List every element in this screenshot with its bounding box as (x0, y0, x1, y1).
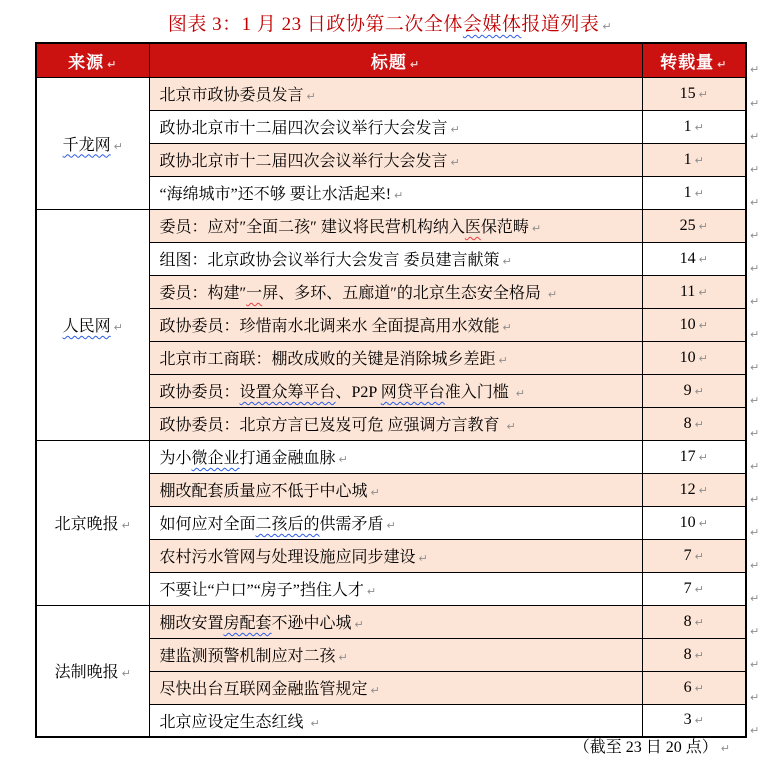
repost-count: 8 (683, 414, 692, 432)
repost-count: 25 (679, 216, 696, 234)
paragraph-mark-icon: ↵ (113, 321, 123, 334)
repost-count: 10 (679, 315, 696, 333)
end-of-row-mark-icon: ↵ (750, 63, 760, 76)
paragraph-mark-icon: ↵ (717, 57, 728, 71)
repost-count: 7 (683, 579, 692, 597)
repost-count-cell (642, 176, 746, 209)
repost-count-cell (642, 341, 746, 374)
headline-text: 委员：应对″全面二孩″ 建议将民营机构纳入 (159, 219, 465, 236)
repost-count-cell (642, 473, 746, 506)
headline-text: 组图：北京政协会议举行大会发言 委员建言献策 (159, 252, 500, 269)
end-of-row-mark-icon: ↵ (750, 163, 760, 176)
headline-text: 建监测预警机制应对二孩 (159, 648, 336, 665)
headline-text: 委员：构建″ (159, 285, 247, 302)
paragraph-mark-icon: ↵ (694, 153, 704, 167)
source-label: 法制晚报 (54, 664, 119, 682)
grammar-underline-text: 设置众筹平台 (239, 384, 336, 401)
source-label: 千龙网 (62, 136, 111, 154)
headline-text: 为小 (159, 450, 192, 467)
source-cell (36, 440, 149, 605)
table-header-row (36, 43, 746, 77)
end-of-row-mark-icon: ↵ (750, 592, 760, 605)
end-of-row-mark-icon: ↵ (750, 130, 760, 143)
repost-count: 1 (683, 183, 692, 201)
repost-count-cell (642, 440, 746, 473)
column-header-label: 转载量 (660, 52, 715, 72)
repost-count-cell (642, 407, 746, 440)
paragraph-mark-icon: ↵ (698, 285, 708, 299)
headline-text: 农村污水管网与处理设施应同步建设 (159, 549, 416, 566)
headline-text: 政协北京市十二届四次会议举行大会发言 (159, 120, 448, 137)
repost-count: 12 (679, 480, 696, 498)
repost-count-cell (642, 506, 746, 539)
paragraph-mark-icon: ↵ (450, 123, 460, 136)
caption-text: 报道列表 (521, 14, 600, 35)
grammar-underline-text: 网贷平台 (380, 384, 445, 401)
headline-text: 政协委员： (159, 384, 240, 401)
source-label: 北京晚报 (54, 516, 119, 533)
paragraph-mark-icon: ↵ (306, 90, 316, 103)
repost-count-cell (642, 638, 746, 671)
headline-text: 北京应设定生态红线 (159, 713, 308, 731)
footer-text: （截至 23 日 20 点） (573, 739, 718, 756)
headline-text: 政协北京市十二届四次会议举行大会发言 (159, 153, 448, 170)
table-row (36, 605, 746, 638)
column-header-label: 来源 (68, 52, 105, 72)
paragraph-mark-icon: ↵ (418, 552, 428, 565)
paragraph-mark-icon: ↵ (694, 582, 704, 596)
repost-count-cell (642, 572, 746, 605)
end-of-row-mark-icon: ↵ (750, 361, 760, 374)
repost-count-cell (642, 704, 746, 737)
headline-text: 、P2P (335, 384, 381, 401)
paragraph-mark-icon: ↵ (370, 486, 380, 499)
repost-count-cell (642, 539, 746, 572)
headline-text: “海绵城市”还不够 要让水活起来! (159, 186, 392, 203)
headline-cell (149, 704, 642, 737)
repost-count-cell (642, 143, 746, 176)
headline-cell (149, 275, 642, 308)
paragraph-mark-icon: ↵ (694, 186, 704, 200)
paragraph-mark-icon: ↵ (694, 417, 704, 431)
headline-cell (149, 308, 642, 341)
repost-count-cell (642, 605, 746, 638)
paragraph-mark-icon: ↵ (498, 354, 508, 367)
paragraph-mark-icon: ↵ (107, 57, 118, 71)
end-of-row-mark-icon: ↵ (750, 394, 760, 407)
paragraph-mark-icon: ↵ (698, 516, 708, 530)
grammar-underline-text: 二孩后的 (255, 516, 320, 533)
headline-cell (149, 242, 642, 275)
paragraph-mark-icon: ↵ (386, 519, 396, 532)
end-of-row-mark-icon: ↵ (750, 427, 760, 440)
headline-cell (149, 671, 642, 704)
paragraph-mark-icon: ↵ (720, 742, 730, 755)
repost-count: 8 (683, 612, 692, 630)
end-of-row-mark-icon: ↵ (750, 196, 760, 209)
paragraph-mark-icon: ↵ (366, 585, 377, 598)
end-of-row-mark-icon: ↵ (750, 262, 760, 275)
caption-wavy-text: 会媒体 (462, 14, 522, 35)
paragraph-mark-icon: ↵ (338, 651, 348, 664)
paragraph-mark-icon: ↵ (698, 252, 708, 266)
end-of-row-mark-icon: ↵ (750, 229, 760, 242)
repost-count: 11 (679, 282, 696, 300)
media-report-table (35, 42, 747, 738)
headline-cell (149, 407, 642, 440)
paragraph-mark-icon: ↵ (694, 681, 704, 695)
paragraph-mark-icon: ↵ (113, 139, 123, 153)
headline-text: 棚改配套质量应不低于中心城 (159, 483, 368, 500)
end-of-row-mark-icon: ↵ (750, 559, 760, 572)
repost-count: 1 (683, 117, 692, 135)
paragraph-mark-icon: ↵ (547, 288, 558, 301)
repost-count-cell (642, 242, 746, 275)
paragraph-mark-icon: ↵ (694, 384, 704, 398)
headline-cell (149, 77, 642, 110)
paragraph-mark-icon: ↵ (694, 549, 704, 563)
paragraph-mark-icon: ↵ (698, 87, 708, 101)
column-header-label: 标题 (370, 52, 407, 72)
paragraph-mark-icon: ↵ (698, 351, 708, 365)
repost-count-cell (642, 110, 746, 143)
column-header (36, 43, 149, 77)
paragraph-mark-icon: ↵ (502, 255, 512, 268)
footer-note (0, 739, 780, 757)
column-header (642, 43, 746, 77)
headline-cell (149, 110, 642, 143)
headline-text: 如何应对全面 (159, 516, 256, 533)
paragraph-mark-icon: ↵ (370, 684, 380, 697)
grammar-underline-text: 微企业 (191, 450, 240, 467)
headline-cell (149, 605, 642, 638)
chart-caption (0, 9, 780, 36)
source-label: 人民网 (62, 318, 111, 335)
headline-text: 棚改安置 (159, 615, 224, 632)
headline-cell (149, 506, 642, 539)
table-row (36, 440, 746, 473)
repost-count-cell (642, 374, 746, 407)
headline-cell (149, 374, 642, 407)
end-of-row-mark-icon: ↵ (750, 460, 760, 473)
headline-text: 北京市政协委员发言 (159, 87, 304, 104)
headline-text: 政协委员：北京方言已岌岌可危 应强调方言教育 (159, 417, 504, 434)
source-cell (36, 605, 149, 737)
paragraph-mark-icon: ↵ (394, 189, 404, 202)
end-of-row-mark-icon: ↵ (750, 493, 760, 506)
headline-cell (149, 341, 642, 374)
repost-count: 10 (679, 513, 696, 531)
headline-text: 保范畴 (480, 219, 529, 236)
repost-count-cell (642, 671, 746, 704)
headline-cell (149, 440, 642, 473)
spellcheck-underline-text: 医 (464, 219, 481, 236)
headline-cell (149, 143, 642, 176)
headline-text: 北京市工商联：棚改成败的关键是消除城乡差距 (159, 351, 496, 368)
end-of-row-mark-icon: ↵ (750, 658, 760, 671)
headline-cell (149, 572, 642, 605)
end-of-row-mark-icon: ↵ (750, 526, 760, 539)
headline-text: 打通金融血脉 (239, 450, 336, 467)
end-of-row-marks-column (750, 53, 774, 747)
column-header (149, 43, 642, 77)
paragraph-mark-icon: ↵ (310, 716, 320, 730)
headline-cell (149, 473, 642, 506)
table-body (36, 77, 746, 737)
repost-count: 17 (679, 447, 696, 465)
repost-count: 3 (683, 711, 692, 729)
headline-text: 政协委员：珍惜南水北调来水 全面提高用水效能 (159, 318, 500, 335)
paragraph-mark-icon: ↵ (121, 519, 131, 532)
end-of-row-mark-icon: ↵ (750, 724, 760, 737)
paragraph-mark-icon: ↵ (515, 387, 525, 400)
paragraph-mark-icon: ↵ (338, 453, 348, 466)
headline-text: 尽快出台互联网金融监管规定 (159, 681, 368, 698)
end-of-row-mark-icon: ↵ (750, 691, 760, 704)
source-cell (36, 77, 149, 209)
paragraph-mark-icon: ↵ (698, 450, 708, 464)
caption-text: 图表 3：1 月 23 日政协第二次全体 (167, 14, 463, 35)
paragraph-mark-icon: ↵ (121, 667, 131, 681)
paragraph-mark-icon: ↵ (531, 222, 542, 235)
paragraph-mark-icon: ↵ (698, 483, 708, 497)
headline-text: 供需矛盾 (319, 516, 384, 533)
headline-cell (149, 209, 642, 242)
paragraph-mark-icon: ↵ (698, 318, 708, 332)
end-of-row-mark-icon: ↵ (750, 625, 760, 638)
headline-text: 准入门槛 (444, 384, 513, 401)
repost-count: 10 (679, 348, 696, 366)
table-row (36, 209, 746, 242)
repost-count: 6 (683, 678, 692, 696)
headline-cell (149, 638, 642, 671)
paragraph-mark-icon: ↵ (409, 57, 421, 71)
paragraph-mark-icon: ↵ (502, 321, 512, 334)
repost-count-cell (642, 275, 746, 308)
repost-count: 8 (683, 645, 692, 663)
paragraph-mark-icon: ↵ (694, 615, 704, 629)
paragraph-mark-icon: ↵ (450, 156, 460, 169)
headline-cell (149, 176, 642, 209)
repost-count-cell (642, 77, 746, 110)
paragraph-mark-icon: ↵ (698, 219, 708, 233)
repost-count: 14 (679, 249, 696, 267)
headline-text: 不要让“户口”“房子”挡住人才 (159, 582, 364, 599)
headline-text: 屏、多环、五廊道″的北京生态安全格局 (262, 285, 545, 302)
spellcheck-underline-text: 一 (246, 285, 263, 302)
source-cell (36, 209, 149, 440)
end-of-row-mark-icon: ↵ (750, 295, 760, 308)
table-row (36, 77, 746, 110)
repost-count: 1 (683, 150, 692, 168)
grammar-underline-text: 房配套 (223, 615, 272, 632)
repost-count: 7 (683, 546, 692, 564)
paragraph-mark-icon: ↵ (694, 714, 704, 728)
repost-count-cell (642, 209, 746, 242)
paragraph-mark-icon: ↵ (602, 20, 613, 33)
headline-cell (149, 539, 642, 572)
repost-count: 15 (679, 84, 696, 102)
repost-count: 9 (683, 381, 692, 399)
paragraph-mark-icon: ↵ (506, 420, 516, 433)
repost-count-cell (642, 308, 746, 341)
end-of-row-mark-icon: ↵ (750, 328, 760, 341)
paragraph-mark-icon: ↵ (354, 618, 364, 631)
paragraph-mark-icon: ↵ (694, 120, 704, 134)
headline-text: 不逊中心城 (271, 615, 352, 632)
paragraph-mark-icon: ↵ (694, 648, 704, 662)
end-of-row-mark-icon: ↵ (750, 97, 760, 110)
